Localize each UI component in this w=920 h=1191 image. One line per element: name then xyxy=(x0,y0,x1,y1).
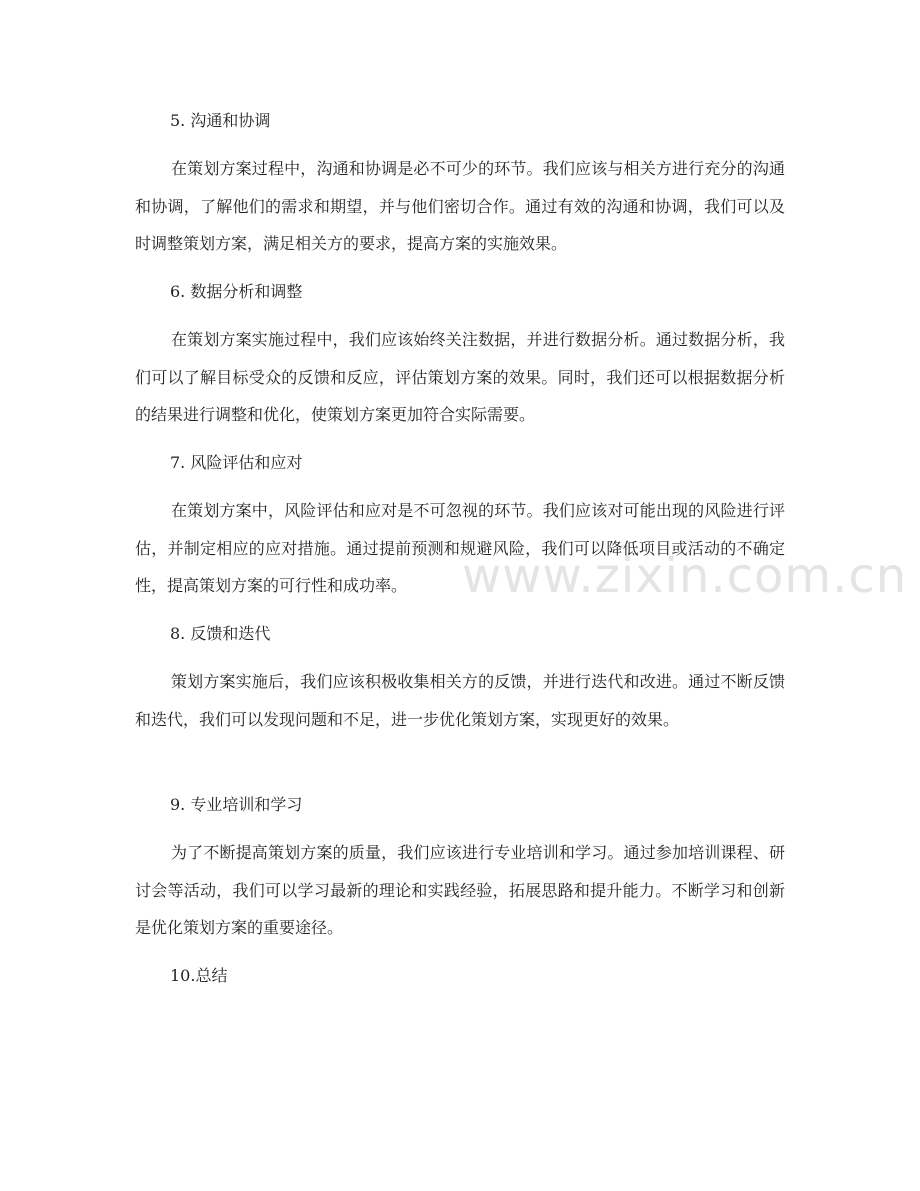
section-heading-10: 10.总结 xyxy=(170,966,228,985)
section-paragraph-7: 在策划方案中，风险评估和应对是不可忽视的环节。我们应该对可能出现的风险进行评估，并制定相应的应对措施。通过提前预测和规避风险，我们可以降低项目或活动的不确定性，提高策划方案的可行性和成功率。 xyxy=(135,501,785,595)
section-paragraph-9: 为了不断提高策划方案的质量，我们应该进行专业培训和学习。通过参加培训课程、研讨会等活动，我们可以学习最新的理论和实践经验，拓展思路和提升能力。不断学习和创新是优化策划方案的重要途径。 xyxy=(135,843,785,937)
section-heading-8: 8. 反馈和迭代 xyxy=(170,624,271,643)
watermark: www.zixin.com.cn xyxy=(462,548,908,604)
section-heading-9: 9. 专业培训和学习 xyxy=(170,795,303,814)
section-paragraph-8: 策划方案实施后，我们应该积极收集相关方的反馈，并进行迭代和改进。通过不断反馈和迭代，我们可以发现问题和不足，进一步优化策划方案，实现更好的效果。 xyxy=(135,672,785,729)
section-paragraph-6: 在策划方案实施过程中，我们应该始终关注数据，并进行数据分析。通过数据分析，我们可以了解目标受众的反馈和反应，评估策划方案的效果。同时，我们还可以根据数据分析的结果进行调整和优化，使策划方案更加符合实际需要。 xyxy=(135,330,785,424)
section-heading-7: 7. 风险评估和应对 xyxy=(170,453,303,472)
section-heading-6: 6. 数据分析和调整 xyxy=(170,282,303,301)
section-heading-5: 5. 沟通和协调 xyxy=(170,111,271,130)
section-paragraph-5: 在策划方案过程中，沟通和协调是必不可少的环节。我们应该与相关方进行充分的沟通和协调，了解他们的需求和期望，并与他们密切合作。通过有效的沟通和协调，我们可以及时调整策划方案，满足相关方的要求，提高方案的实施效果。 xyxy=(135,159,785,253)
